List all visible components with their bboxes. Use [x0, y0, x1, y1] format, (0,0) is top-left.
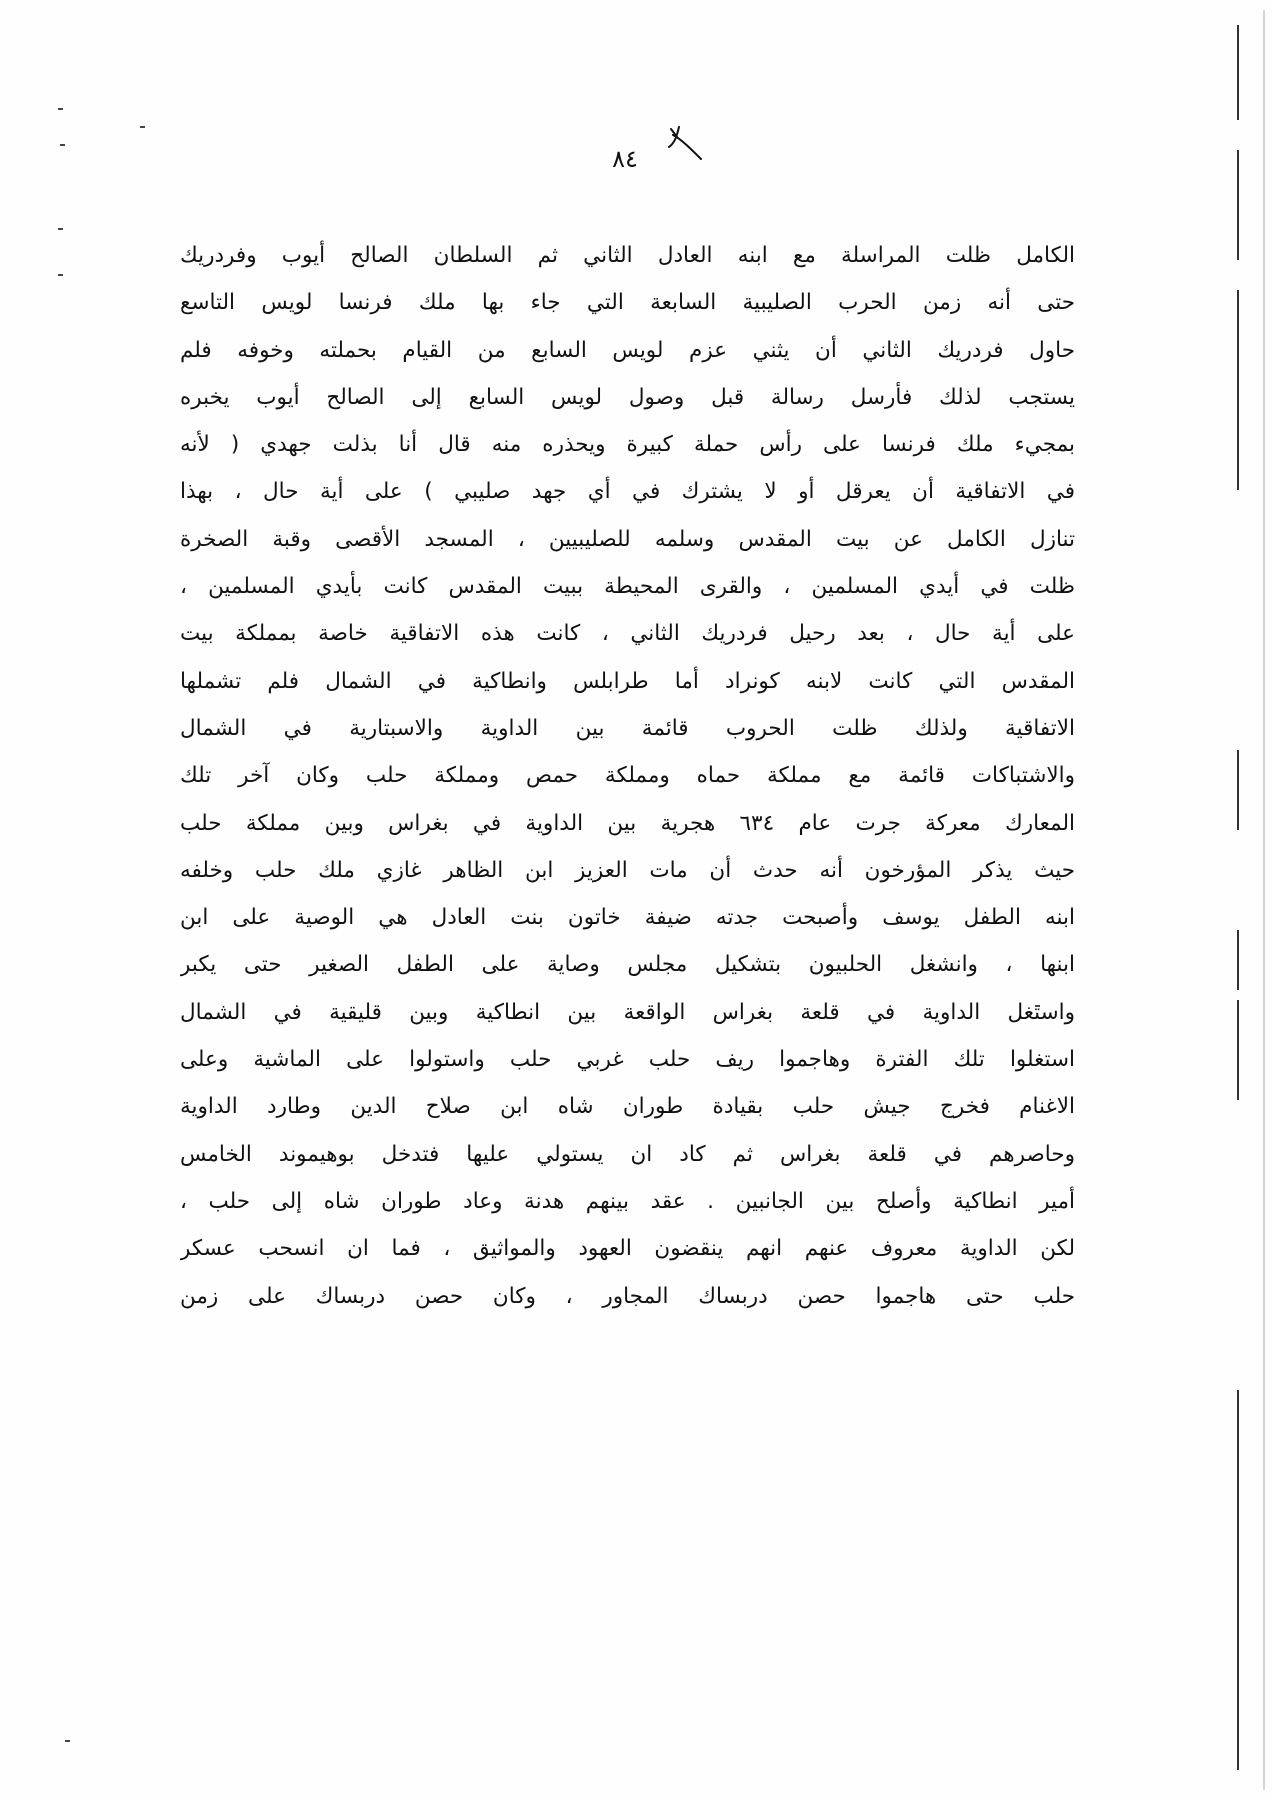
text-line: الكامل ظلت المراسلة مع ابنه العادل الثاني ثم السلطان الصالح أيوب وفردريك: [180, 243, 1075, 268]
scan-speck: [58, 274, 63, 276]
text-line: المقدس التي كانت لابنه كونراد أما طرابلس وانطاكية في الشمال فلم تشملها: [180, 668, 1075, 694]
handwritten-x-mark: [665, 125, 705, 165]
scan-speck: [58, 108, 63, 110]
text-line: أمير انطاكية وأصلح بين الجانبين . عقد بينهم هدنة وعاد طوران شاه إلى حلب ،: [180, 1188, 1075, 1214]
text-line: استغلوا تلك الفترة وهاجموا ريف حلب غربي حلب واستولوا على الماشية وعلى: [180, 1047, 1075, 1073]
scan-streak: [1237, 750, 1239, 830]
scan-streak: [1237, 930, 1239, 990]
text-line: على أية حال ، بعد رحيل فردريك الثاني ، كانت هذه الاتفاقية خاصة بمملكة بيت: [180, 621, 1075, 647]
scan-speck: [58, 228, 63, 230]
scan-streak: [1237, 1390, 1239, 1770]
text-line: الاتفاقية ولذلك ظلت الحروب قائمة بين الداوية والاسبتارية في الشمال: [180, 715, 1075, 741]
text-line: واستغل الداوية في قلعة بغراس الواقعة بين انطاكية وبين قليقية في الشمال: [180, 999, 1075, 1025]
text-line: حيث يذكر المؤرخون أنه حدث أن مات العزيز ابن الظاهر غازي ملك حلب وخلفه: [180, 857, 1075, 883]
text-line: الاغنام فخرج جيش حلب بقيادة طوران شاه ابن صلاح الدين وطارد الداوية: [180, 1094, 1075, 1120]
text-line: حتى أنه زمن الحرب الصليبية السابعة التي جاء بها ملك فرنسا لويس التاسع: [180, 290, 1075, 316]
scan-streak: [1237, 25, 1239, 120]
scan-speck: [140, 126, 145, 128]
scan-speck: [65, 1740, 70, 1742]
text-line: في الاتفاقية أن يعرقل أو لا يشترك في أي جهد صليبي ) على أية حال ، بهذا: [180, 479, 1075, 505]
text-line: والاشتباكات قائمة مع مملكة حماه ومملكة حمص ومملكة حلب وكان آخر تلك: [180, 763, 1075, 789]
scan-streak: [1237, 1000, 1239, 1100]
text-line: حلب حتى هاجموا حصن دربساك المجاور ، وكان حصن دربساك على زمن: [180, 1283, 1075, 1309]
text-line: وحاصرهم في قلعة بغراس ثم كاد ان يستولي عليها فتدخل بوهيموند الخامس: [180, 1141, 1075, 1167]
text-line: حاول فردريك الثاني أن يثني عزم لويس السابع من القيام بحملته وخوفه فلم: [180, 337, 1075, 363]
text-line: ابنها ، وانشغل الحلبيون بتشكيل مجلس وصاية على الطفل الصغير حتى يكبر: [180, 952, 1075, 978]
page-number: ٨٤: [612, 145, 638, 173]
text-line: ظلت في أيدي المسلمين ، والقرى المحيطة ببيت المقدس كانت بأيدي المسلمين ،: [180, 574, 1075, 600]
text-line: المعارك معركة جرت عام ٦٣٤ هجرية بين الداوية في بغراس وبين مملكة حلب: [180, 810, 1075, 836]
text-line: يستجب لذلك فأرسل رسالة قبل وصول لويس السابع إلى الصالح أيوب يخبره: [180, 384, 1075, 410]
scan-speck: [60, 144, 65, 146]
page-edge-shadow: [1263, 10, 1265, 1790]
text-line: لكن الداوية معروف عنهم انهم ينقضون العهود والمواثيق ، فما ان انسحب عسكر: [180, 1236, 1075, 1262]
text-line: بمجيء ملك فرنسا على رأس حملة كبيرة ويحذره منه قال أنا بذلت جهدي ( لأنه: [180, 432, 1075, 458]
text-line: ابنه الطفل يوسف وأصبحت جدته ضيفة خاتون بنت العادل هي الوصية على ابن: [180, 905, 1075, 931]
text-line: تنازل الكامل عن بيت المقدس وسلمه للصليبيين ، المسجد الأقصى وقبة الصخرة: [180, 526, 1075, 552]
body-text: [180, 232, 1075, 1320]
scan-streak: [1237, 150, 1239, 260]
scan-streak: [1237, 290, 1239, 490]
